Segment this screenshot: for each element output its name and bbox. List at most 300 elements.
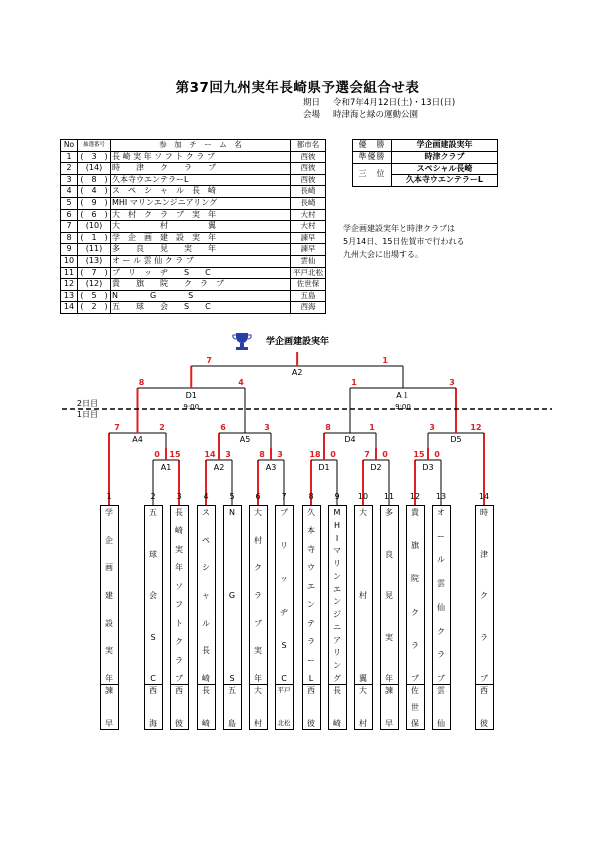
row-no: 14: [61, 302, 78, 314]
team-city-char: 仙: [437, 719, 445, 728]
team-city-char: 世: [411, 702, 419, 712]
row-draw: (12): [78, 279, 111, 291]
team-name-char: 大: [254, 508, 262, 517]
team-name-char: ン: [307, 600, 315, 610]
team-city-char: 彼: [307, 719, 315, 728]
team-name-char: 実: [105, 646, 113, 656]
position-number: 10: [357, 492, 369, 501]
team-city-char: 村: [254, 719, 262, 728]
row-city: 平戸北松: [291, 267, 326, 279]
team-name-char: テ: [307, 618, 315, 628]
team-city-char: 大: [254, 686, 262, 695]
winner-label: 優 勝: [353, 140, 392, 152]
team-city-char: 崎: [333, 719, 341, 728]
team-column: [100, 505, 119, 730]
team-city-vertical: [101, 684, 118, 729]
score-label: 8: [325, 423, 331, 432]
match-label: D5: [450, 435, 462, 444]
row-no: 13: [61, 290, 78, 302]
header-city: 都市名: [291, 140, 326, 152]
team-name-char: 年: [254, 673, 262, 683]
day2-label: 2日目: [76, 399, 98, 408]
team-name-char: N: [229, 508, 235, 517]
team-name-char: G: [228, 591, 236, 600]
row-team-name: オ ー ル 雲 仙 ク ラ ブ: [111, 255, 291, 267]
match-time: 9:00: [395, 403, 411, 411]
row-team-name: 多 良 見 実 年: [111, 244, 291, 256]
header-team: 参 加 チ ー ム 名: [111, 140, 291, 152]
team-name-char: シ: [202, 563, 210, 573]
team-name-char: ク: [411, 607, 419, 617]
row-no: 2: [61, 163, 78, 175]
row-draw: ( 3 ): [78, 151, 111, 163]
team-name-char: エ: [307, 581, 315, 591]
score-label: 15: [169, 450, 181, 459]
team-city-char: 彼: [175, 719, 183, 728]
team-city-vertical: [198, 684, 215, 729]
row-no: 11: [61, 267, 78, 279]
team-name-char: 年: [105, 673, 113, 683]
team-name-char: 雲: [437, 579, 445, 589]
team-name-char: C: [281, 673, 287, 683]
team-column: [406, 505, 425, 730]
team-name-char: ル: [202, 618, 210, 628]
team-name-char: 会: [149, 591, 157, 600]
match-label: D3: [422, 463, 434, 472]
team-name-vertical: [303, 508, 320, 683]
team-name-char: ブ: [175, 673, 183, 683]
team-name-vertical: [381, 508, 398, 683]
team-city-char: 西: [307, 686, 315, 695]
row-team-name: 貴 旗 院 ク ラ ブ: [111, 279, 291, 291]
team-name-char: I: [335, 533, 339, 543]
team-city-char: 五: [228, 686, 236, 695]
match-time: 9:00: [183, 403, 200, 411]
team-city-vertical: [433, 684, 450, 729]
row-no: 9: [61, 244, 78, 256]
team-name-char: 長: [202, 646, 210, 656]
trophy-icon: [233, 333, 251, 350]
score-label: 1: [351, 378, 357, 387]
row-draw: (11): [78, 244, 111, 256]
team-name-char: リ: [333, 648, 341, 658]
row-draw: (10): [78, 221, 111, 233]
team-name-char: ブ: [280, 508, 288, 517]
team-name-char: ン: [333, 571, 341, 581]
team-city-vertical: [355, 684, 372, 729]
team-name-char: ジ: [333, 610, 341, 620]
team-city-char: 西: [480, 686, 488, 695]
team-city-char: 諫: [385, 686, 393, 695]
match-label: A１: [396, 391, 410, 400]
team-name-char: ト: [175, 618, 183, 628]
team-name-char: 良: [385, 549, 393, 559]
team-city-vertical: [303, 684, 320, 729]
venue-label: 会場: [303, 110, 321, 120]
team-name-char: 村: [254, 535, 262, 545]
runner-up-label: 準優勝: [353, 151, 392, 163]
team-name-char: エ: [333, 584, 341, 594]
team-name-char: 仙: [437, 602, 445, 612]
team-name-char: S: [281, 640, 287, 650]
row-team-name: 長 崎 実 年 ソ フ ト ク ラ ブ: [111, 151, 291, 163]
team-name-char: リ: [280, 541, 288, 551]
team-name-char: フ: [175, 600, 183, 610]
team-name-char: ス: [202, 508, 210, 517]
team-column: [475, 505, 494, 730]
team-name-char: ウ: [307, 563, 315, 573]
row-city: 五島: [291, 290, 326, 302]
note-line: 九州大会に出場する。: [343, 250, 423, 259]
team-name-char: ー: [437, 531, 445, 541]
page-title: 第37回九州実年長崎県予選会組合せ表: [175, 80, 420, 96]
score-label: 3: [429, 423, 435, 432]
position-number: 13: [435, 492, 447, 501]
row-draw: ( 7 ): [78, 267, 111, 279]
score-label: 4: [238, 378, 244, 387]
team-city-char: 早: [385, 719, 393, 728]
team-city-char: 平戸: [277, 686, 291, 694]
team-city-char: 西: [175, 686, 183, 695]
score-label: 0: [330, 450, 336, 459]
row-draw: ( 9 ): [78, 197, 111, 209]
score-label: 12: [470, 423, 482, 432]
third-team-2: 久本寺ウエンテラーL: [392, 175, 498, 187]
team-name-char: ソ: [175, 581, 183, 591]
team-city-char: 島: [228, 719, 236, 728]
team-name-char: 設: [105, 618, 113, 628]
team-name-char: L: [308, 673, 314, 683]
score-label: 3: [264, 423, 270, 432]
row-city: 大村: [291, 221, 326, 233]
row-city: 西彼: [291, 151, 326, 163]
team-city-char: 佐: [411, 686, 419, 695]
team-name-char: ラ: [437, 650, 445, 660]
winner-team: 学企画建設実年: [392, 140, 498, 152]
schedule-label: 期日: [303, 98, 321, 108]
score-label: 1: [369, 423, 375, 432]
score-label: 0: [154, 450, 160, 459]
match-label: A2: [291, 368, 303, 377]
row-no: 8: [61, 232, 78, 244]
row-no: 5: [61, 197, 78, 209]
team-city-vertical: [329, 684, 346, 729]
row-draw: ( 5 ): [78, 290, 111, 302]
team-city-char: 彼: [480, 719, 488, 728]
venue-value: 時津海と緑の運動公園: [333, 110, 419, 120]
team-city-vertical: [476, 684, 493, 729]
team-column: [197, 505, 216, 730]
team-city-vertical: [250, 684, 267, 729]
position-number: 3: [176, 492, 182, 501]
team-name-char: ク: [437, 626, 445, 636]
row-city: 佐世保: [291, 279, 326, 291]
team-city-char: 西: [149, 686, 157, 695]
team-name-vertical: [329, 508, 346, 683]
position-number: 5: [229, 492, 235, 501]
team-name-char: 崎: [202, 673, 210, 683]
score-label: 3: [449, 378, 455, 387]
position-number: 7: [281, 492, 287, 501]
position-number: 12: [409, 492, 421, 501]
row-no: 12: [61, 279, 78, 291]
team-name-char: ブ: [480, 674, 488, 683]
team-city-char: 長: [202, 686, 210, 695]
team-name-vertical: [101, 508, 118, 683]
score-label: 8: [259, 450, 265, 459]
team-column: [380, 505, 399, 730]
team-name-vertical: [276, 508, 293, 683]
team-column: [249, 505, 268, 730]
score-label: 0: [382, 450, 388, 459]
team-name-char: ク: [175, 637, 183, 647]
team-name-char: 企: [105, 535, 113, 545]
match-label: D2: [370, 463, 382, 472]
team-name-char: H: [333, 520, 340, 530]
team-name-char: グ: [333, 673, 341, 683]
team-name-char: ア: [333, 635, 341, 645]
row-team-name: 大 村 ク ラ ブ 実 年: [111, 209, 291, 221]
match-label: A4: [132, 435, 143, 444]
team-name-char: 画: [105, 563, 113, 573]
team-name-char: 久: [307, 508, 315, 517]
note-line: 学企画建設実年と時津クラブは: [343, 224, 455, 233]
row-team-name: 学 企 画 建 設 実 年: [111, 232, 291, 244]
team-name-char: 年: [385, 674, 393, 683]
match-label: A1: [160, 463, 172, 472]
team-column: [328, 505, 347, 730]
position-number: 9: [334, 492, 340, 501]
position-number: 4: [203, 492, 209, 501]
row-city: 西海: [291, 302, 326, 314]
position-number: 8: [308, 492, 314, 501]
team-name-char: ラ: [175, 655, 183, 665]
team-name-char: ッ: [280, 574, 288, 584]
row-team-name: N G S: [111, 290, 291, 302]
team-city-char: 雲: [437, 686, 445, 695]
team-name-vertical: [224, 508, 241, 683]
row-city: 長崎: [291, 197, 326, 209]
team-name-char: C: [150, 674, 156, 683]
team-city-char: 村: [359, 719, 367, 728]
row-team-name: MHI マリンエンジニアリング: [111, 197, 291, 209]
row-no: 10: [61, 255, 78, 267]
row-draw: ( 4 ): [78, 186, 111, 198]
row-city: 長崎: [291, 186, 326, 198]
team-name-char: 時: [480, 508, 488, 517]
score-label: 0: [434, 450, 440, 459]
team-name-char: 津: [480, 549, 488, 559]
schedule-value: 令和7年4月12日(土)・13日(日): [333, 98, 456, 108]
third-label: 三 位: [353, 163, 392, 187]
row-city: 雲仙: [291, 255, 326, 267]
team-city-char: 大: [359, 686, 367, 695]
score-label: 8: [138, 378, 145, 387]
day1-label: 1日目: [76, 410, 98, 419]
row-draw: (14): [78, 163, 111, 175]
team-name-char: ャ: [202, 590, 210, 600]
row-team-name: 五 球 会 S C: [111, 302, 291, 314]
team-name-char: 大: [359, 508, 367, 517]
row-city: 大村: [291, 209, 326, 221]
team-name-char: ラ: [411, 640, 419, 650]
row-team-name: 久本寺ウエンテラーL: [111, 174, 291, 186]
team-column: [144, 505, 163, 730]
team-name-char: 建: [105, 590, 113, 600]
team-name-vertical: [145, 508, 162, 683]
team-name-char: 学: [105, 508, 113, 517]
row-draw: ( 2 ): [78, 302, 111, 314]
team-name-char: ラ: [480, 632, 488, 642]
team-column: [170, 505, 189, 730]
team-city-vertical: [145, 684, 162, 729]
match-label: D1: [185, 391, 197, 400]
position-number: 11: [383, 492, 395, 501]
team-name-char: 実: [254, 646, 262, 656]
team-name-char: 実: [385, 632, 393, 642]
team-name-char: マ: [333, 546, 341, 556]
team-city-vertical: [276, 684, 293, 729]
row-team-name: ブ リ ッ ヂ S C: [111, 267, 291, 279]
team-name-char: S: [229, 674, 235, 683]
row-no: 1: [61, 151, 78, 163]
team-name-vertical: [433, 508, 450, 683]
team-name-char: ン: [333, 661, 341, 671]
team-name-char: リ: [333, 559, 341, 569]
match-label: D1: [318, 463, 330, 472]
team-name-char: ル: [437, 555, 445, 565]
team-name-char: 多: [385, 508, 393, 517]
team-name-char: 翼: [359, 674, 367, 683]
row-draw: ( 8 ): [78, 174, 111, 186]
match-label: A3: [265, 463, 277, 472]
team-name-char: ク: [254, 563, 262, 573]
match-label: A5: [239, 435, 251, 444]
position-number: 1: [106, 492, 112, 501]
team-city-vertical: [171, 684, 188, 729]
note-line: 5月14日、15日佐賀市で行われる: [343, 237, 465, 246]
score-label: 1: [382, 356, 388, 365]
team-name-vertical: [250, 508, 267, 683]
row-draw: ( 1 ): [78, 232, 111, 244]
team-name-char: ブ: [411, 673, 419, 683]
team-name-char: 見: [385, 591, 393, 600]
team-city-vertical: [224, 684, 241, 729]
row-no: 3: [61, 174, 78, 186]
team-column: [302, 505, 321, 730]
row-city: 諫早: [291, 232, 326, 244]
runner-up-team: 時津クラブ: [392, 151, 498, 163]
score-label: 3: [277, 450, 283, 459]
score-label: 7: [364, 450, 370, 459]
team-name-char: 旗: [411, 541, 419, 551]
row-team-name: ス ペ シ ャ ル 長 崎: [111, 186, 291, 198]
team-name-char: 寺: [307, 544, 315, 554]
row-city: 諫早: [291, 244, 326, 256]
row-draw: (13): [78, 255, 111, 267]
team-name-char: ン: [333, 597, 341, 607]
team-name-char: 貴: [411, 508, 419, 517]
score-label: 3: [225, 450, 231, 459]
team-city-char: 保: [411, 719, 419, 728]
team-city-char: 崎: [202, 719, 210, 728]
position-number: 6: [255, 492, 261, 501]
champion-name: 学企画建設実年: [266, 337, 330, 347]
team-city-char: 早: [105, 719, 113, 728]
team-name-char: ブ: [254, 618, 262, 628]
row-city: 西彼: [291, 174, 326, 186]
team-city-vertical: [381, 684, 398, 729]
team-name-vertical: [476, 508, 493, 683]
team-name-char: 村: [359, 591, 367, 600]
team-name-char: ブ: [437, 673, 445, 683]
team-name-char: ラ: [307, 637, 315, 647]
team-name-char: ペ: [202, 535, 210, 545]
score-label: 7: [114, 423, 120, 432]
row-team-name: 時 津 ク ラ ブ: [111, 163, 291, 175]
header-no: No: [61, 140, 78, 152]
team-name-char: 本: [307, 526, 315, 536]
team-column: [223, 505, 242, 730]
row-team-name: 大 村 翼: [111, 221, 291, 233]
score-label: 14: [204, 450, 216, 459]
team-column: [275, 505, 294, 730]
third-team-1: スペシャル長崎: [392, 163, 498, 175]
team-city-char: 長: [333, 686, 341, 695]
team-name-char: 年: [175, 563, 183, 573]
row-draw: ( 6 ): [78, 209, 111, 221]
score-label: 2: [159, 423, 165, 432]
position-number: 2: [150, 492, 156, 501]
team-name-char: 院: [411, 574, 419, 584]
team-city-char: 諫: [105, 686, 113, 695]
team-city-vertical: [407, 684, 424, 729]
score-label: 18: [309, 450, 321, 459]
position-number: 14: [478, 492, 490, 501]
team-name-char: S: [150, 632, 156, 642]
team-name-char: ラ: [254, 590, 262, 600]
team-name-vertical: [355, 508, 372, 683]
score-label: 15: [413, 450, 425, 459]
row-city: 西彼: [291, 163, 326, 175]
match-label: D4: [344, 435, 356, 444]
team-city-char: 海: [149, 719, 157, 728]
team-name-char: ク: [480, 591, 488, 600]
team-name-char: 長: [175, 508, 183, 517]
header-draw: 抽選番号: [78, 140, 111, 152]
team-name-char: 崎: [175, 526, 183, 536]
score-label: 6: [220, 423, 226, 432]
team-name-vertical: [407, 508, 424, 683]
team-name-char: ニ: [333, 622, 341, 632]
team-name-char: ー: [307, 655, 315, 665]
team-name-char: M: [333, 508, 341, 517]
team-column: [354, 505, 373, 730]
team-name-char: 球: [149, 549, 157, 559]
row-no: 4: [61, 186, 78, 198]
team-name-vertical: [171, 508, 188, 683]
score-label: 7: [206, 356, 212, 365]
team-name-vertical: [198, 508, 215, 683]
row-no: 7: [61, 221, 78, 233]
team-name-char: オ: [437, 508, 445, 517]
team-name-char: 実: [175, 544, 183, 554]
team-name-char: 五: [149, 508, 157, 517]
team-name-char: ヂ: [280, 607, 288, 617]
team-column: [432, 505, 451, 730]
row-no: 6: [61, 209, 78, 221]
match-label: A2: [213, 463, 225, 472]
